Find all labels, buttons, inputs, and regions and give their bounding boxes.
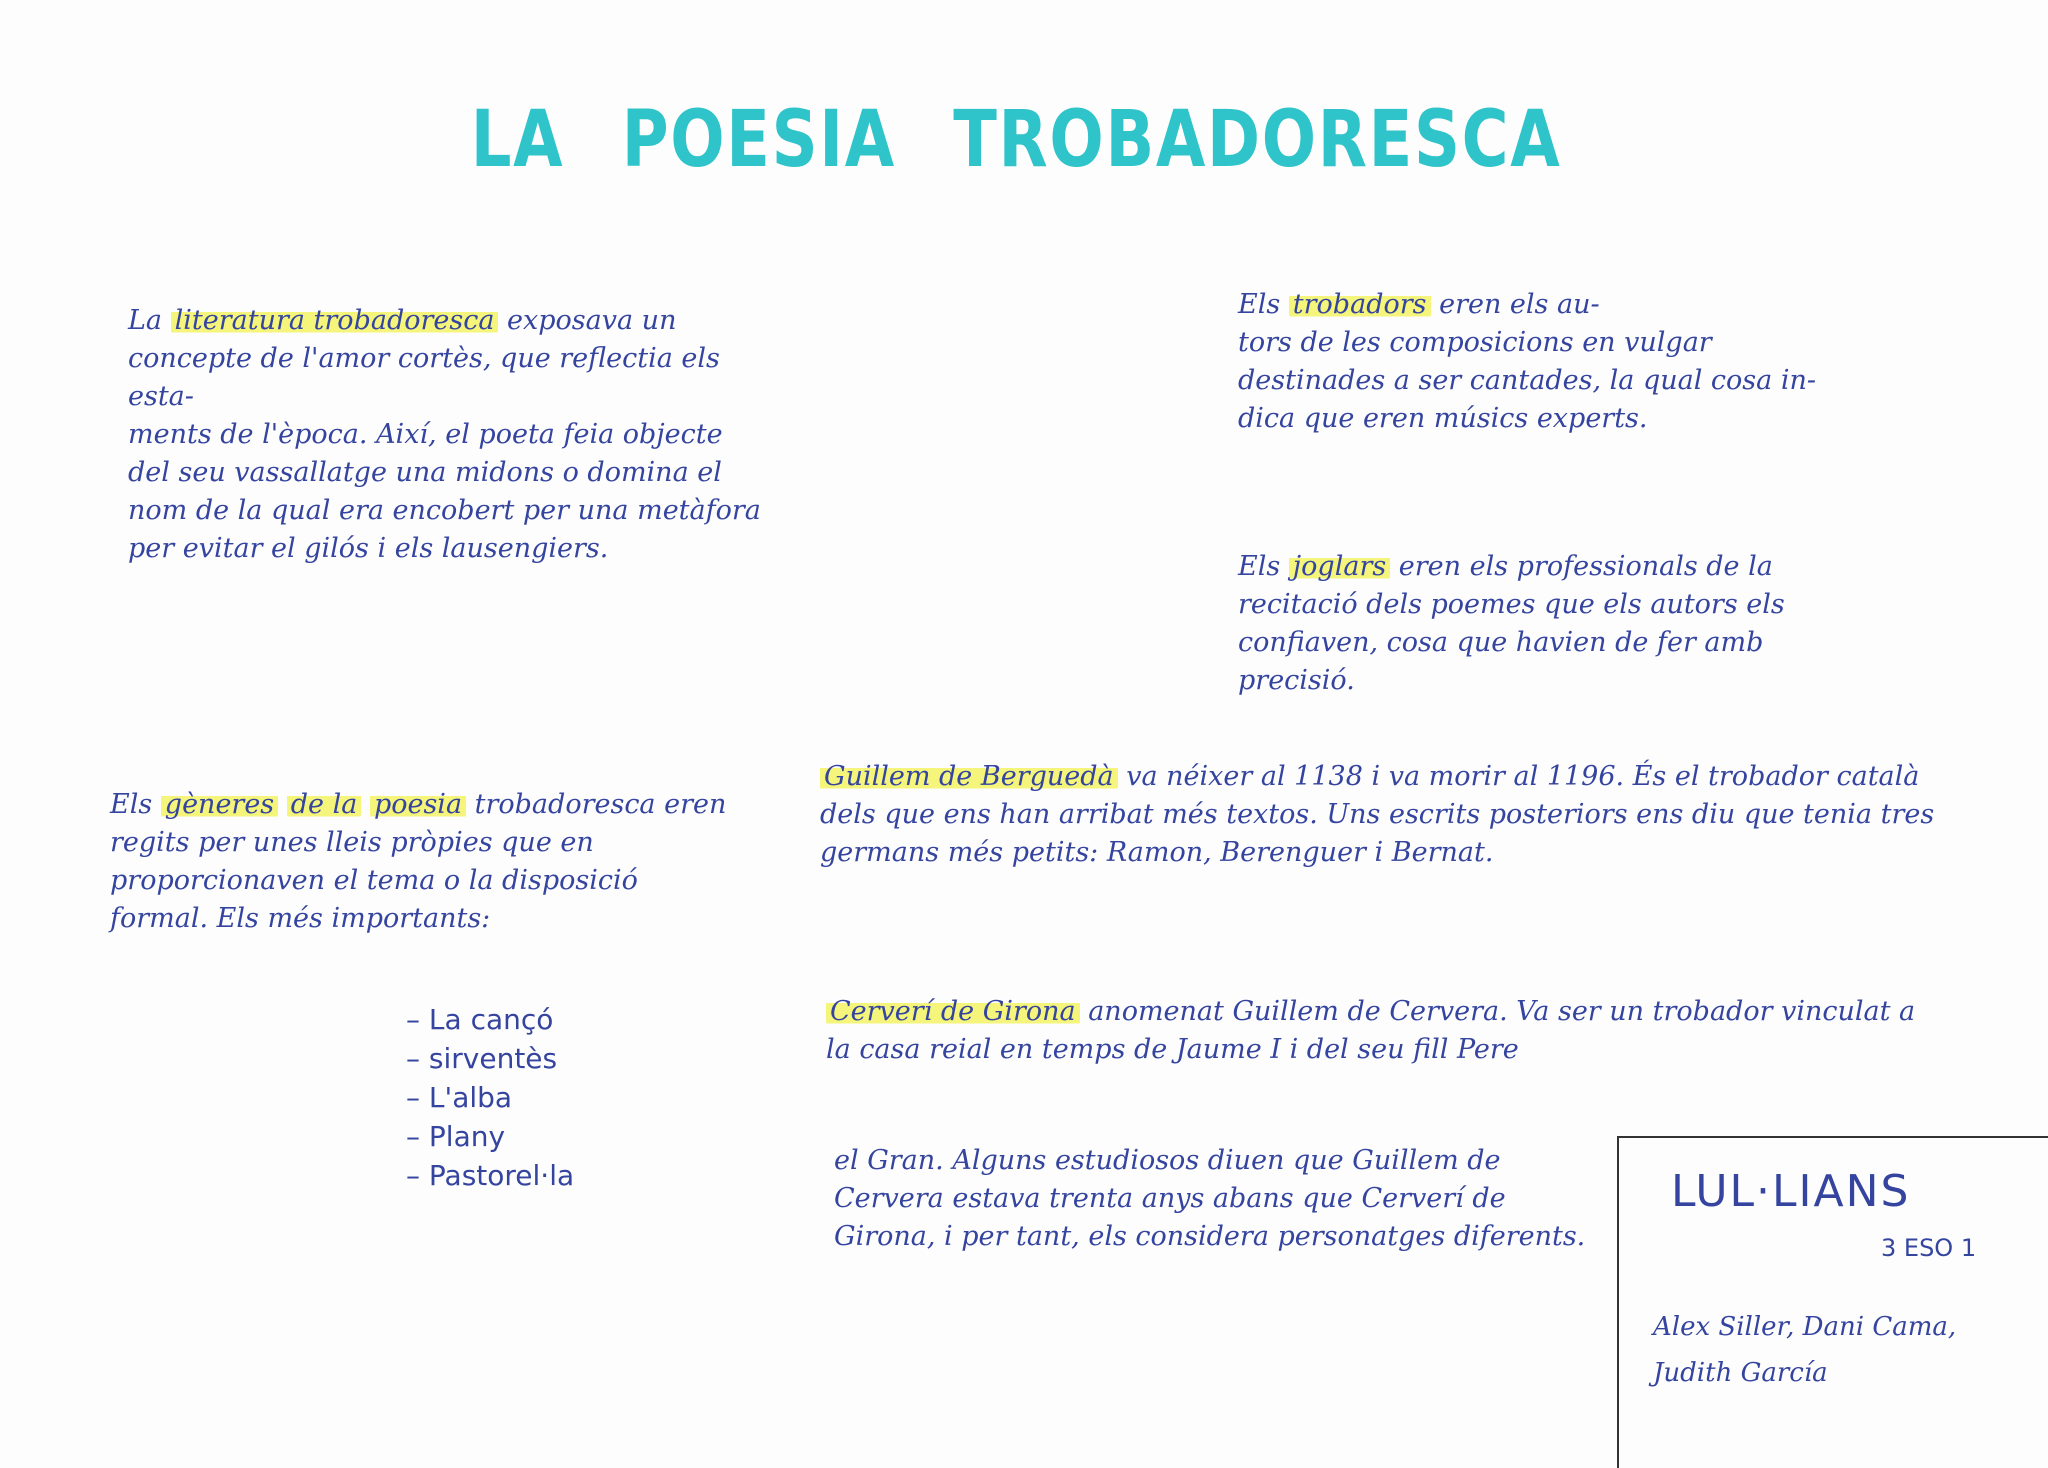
- guillem-bergueda-note: [820, 758, 1940, 872]
- title-word-la: LA: [470, 95, 565, 185]
- genre-item: – Plany: [406, 1117, 574, 1156]
- credits-box: [1617, 1136, 2048, 1468]
- title-word-poesia: POESIA: [621, 95, 896, 185]
- bergueda-text: va néixer al 1138 i va morir al 1196. És el trobador català dels que ens han arribat més textos. Uns escrits posteriors ens diu que tenia tres germans més petits: Ramon, Berenguer i Bernat.: [820, 761, 1935, 868]
- authors-list: Alex Siller, Dani Cama, Judith García: [1653, 1312, 1957, 1388]
- title-word-trobadoresca: TROBADORESCA: [953, 95, 1562, 185]
- trobadors-highlight: trobadors: [1289, 289, 1431, 320]
- generes-text: trobadoresca eren regits per unes lleis pròpies que en proporcionaven el tema o la disposició formal. Els més importants:: [110, 789, 727, 934]
- literatura-trobadoresca-note: [128, 302, 768, 568]
- literatura-text: exposava un concepte de l'amor cortès, que reflectia els esta- ments de l'època. Així, el poeta feia objecte del seu vassallatge una midons o domina el nom de la qual era encobert per una metàfora per evitar el gilós i els lausengiers.: [128, 305, 761, 564]
- team-name: LUL·LIANS: [1671, 1166, 1911, 1217]
- generes-highlight-generes: gèneres: [161, 789, 278, 820]
- literatura-highlight: literatura trobadoresca: [171, 305, 499, 336]
- trobadors-lead: Els: [1238, 289, 1281, 320]
- genre-item: – sirventès: [406, 1039, 574, 1078]
- genre-item: – Pastorel·la: [406, 1156, 574, 1195]
- cerveri-girona-note-continued: [834, 1142, 1594, 1256]
- genres-list: [406, 1000, 574, 1195]
- bergueda-highlight: Guillem de Berguedà: [820, 761, 1118, 792]
- generes-highlight-poesia: poesia: [370, 789, 466, 820]
- literatura-lead: La: [128, 305, 163, 336]
- joglars-lead: Els: [1238, 551, 1281, 582]
- trobadors-note: [1238, 286, 1858, 438]
- genre-item: – L'alba: [406, 1078, 574, 1117]
- trobadors-text: eren els au- tors de les composicions en vulgar destinades a ser cantades, la qual cosa in- dica que eren músics experts.: [1238, 289, 1816, 434]
- generes-note: [110, 786, 730, 938]
- joglars-note: [1238, 548, 1858, 700]
- genre-item: – La cançó: [406, 1000, 574, 1039]
- cerveri-highlight: Cerverí de Girona: [826, 996, 1080, 1027]
- cerveri-text-a: anomenat Guillem de Cervera. Va ser un trobador vinculat a la casa reial en temps de Jaume I i del seu fill Pere: [826, 996, 1916, 1065]
- generes-lead: Els: [110, 789, 153, 820]
- cerveri-girona-note: [826, 993, 1946, 1069]
- joglars-highlight: joglars: [1289, 551, 1390, 582]
- generes-highlight-de-la: de la: [287, 789, 362, 820]
- class-label: 3 ESO 1: [1881, 1234, 1977, 1262]
- joglars-text: eren els professionals de la recitació dels poemes que els autors els confiaven, cosa que havien de fer amb precisió.: [1238, 551, 1785, 696]
- page-title: [176, 95, 1855, 185]
- cerveri-text-b: el Gran. Alguns estudiosos diuen que Guillem de Cervera estava trenta anys abans que Cerverí de Girona, i per tant, els considera personatges diferents.: [834, 1145, 1586, 1252]
